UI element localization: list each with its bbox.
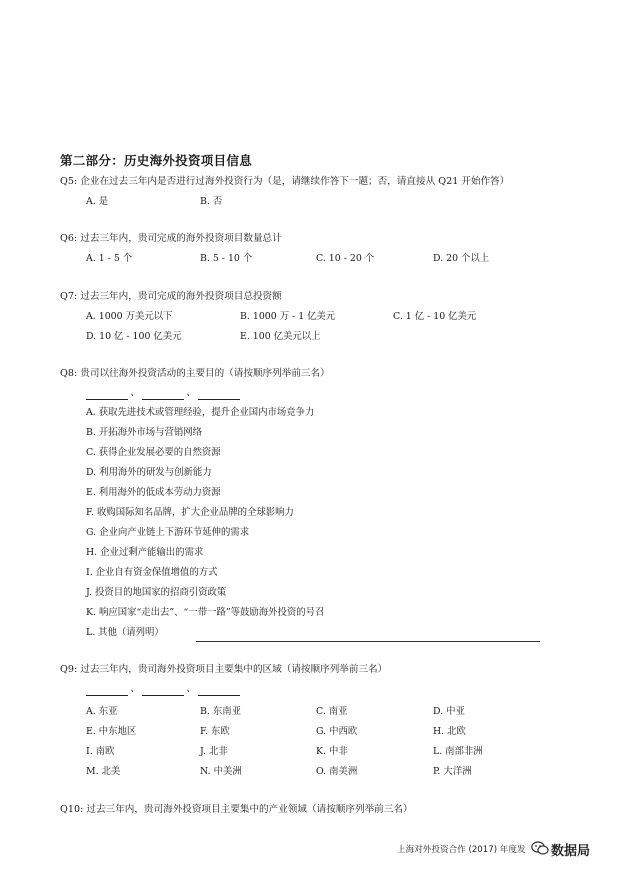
separator: 、 [130,387,140,398]
question-q6: Q6: 过去三年内，贵司完成的海外投资项目数量总计 [60,233,282,244]
q9-option-c: C. 南亚 [316,706,348,717]
separator: 、 [186,683,196,694]
q6-option-c: C. 10 - 20 个 [316,253,375,264]
answer-blank[interactable] [198,389,240,400]
q9-option-h: H. 北欧 [433,726,466,737]
q9-option-g: G. 中西欧 [316,726,358,737]
q7-option-a: A. 1000 万美元以下 [86,311,173,322]
q9-option-a: A. 东亚 [86,706,118,717]
q5-option-b: B. 否 [200,196,223,207]
q9-option-i: I. 南欧 [86,746,115,757]
q8-option-h: H. 企业过剩产能输出的需求 [86,547,204,558]
q8-option-i: I. 企业自有资金保值增值的方式 [86,567,218,578]
q9-option-n: N. 中美洲 [200,766,242,777]
q9-option-k: K. 中非 [316,746,348,757]
separator: 、 [186,387,196,398]
q9-answer-blanks[interactable] [86,682,240,696]
q6-option-a: A. 1 - 5 个 [86,253,133,264]
question-q9: Q9: 过去三年内，贵司海外投资项目主要集中的区域（请按顺序列举前三名） [60,664,388,675]
q7-option-d: D. 10 亿 - 100 亿美元 [86,331,182,342]
question-q8: Q8: 贵司以往海外投资活动的主要目的（请按顺序列举前三名） [60,368,330,379]
q9-option-o: O. 南美洲 [316,766,358,777]
q7-option-b: B. 1000 万 - 1 亿美元 [240,311,336,322]
q8-answer-blanks[interactable] [86,386,240,400]
footer-text: 上海对外投资合作 (2017) 年度发 [397,845,526,855]
other-specify-line[interactable] [196,641,540,642]
answer-blank[interactable] [86,389,128,400]
answer-blank[interactable] [86,685,128,696]
q6-option-d: D. 20 个以上 [433,253,490,264]
answer-blank[interactable] [198,685,240,696]
q8-option-j: J. 投资目的地国家的招商引资政策 [86,587,227,598]
q8-option-l: L. 其他（请列明） [86,627,164,638]
q8-option-g: G. 企业向产业链上下游环节延伸的需求 [86,527,250,538]
watermark-text: 数据局 [551,844,591,859]
q5-option-a: A. 是 [86,196,109,207]
q9-option-m: M. 北美 [86,766,121,777]
section-title: 第二部分：历史海外投资项目信息 [60,153,253,168]
answer-blank[interactable] [142,685,184,696]
q8-option-f: F. 收购国际知名品牌，扩大企业品牌的全球影响力 [86,507,294,518]
q9-option-b: B. 东南亚 [200,706,241,717]
q8-option-d: D. 利用海外的研发与创新能力 [86,467,212,478]
q8-option-a: A. 获取先进技术或管理经验，提升企业国内市场竞争力 [86,407,315,418]
q9-option-f: F. 东欧 [200,726,230,737]
wechat-icon [531,841,549,855]
q8-option-b: B. 开拓海外市场与营销网络 [86,427,202,438]
question-q5: Q5: 企业在过去三年内是否进行过海外投资行为（是，请继续作答下一题；否，请直接从 Q21 开始作答） [60,176,510,187]
q9-option-l: L. 南部非洲 [433,746,483,757]
q9-option-p: P. 大洋洲 [433,766,472,777]
separator: 、 [130,683,140,694]
q8-option-k: K. 响应国家“走出去”、“一带一路”等鼓励海外投资的号召 [86,607,325,618]
q9-option-e: E. 中东地区 [86,726,137,737]
q8-option-e: E. 利用海外的低成本劳动力资源 [86,487,221,498]
q7-option-e: E. 100 亿美元以上 [240,331,321,342]
q9-option-j: J. 北非 [200,746,228,757]
q8-option-c: C. 获得企业发展必要的自然资源 [86,447,221,458]
q9-option-d: D. 中亚 [433,706,465,717]
q6-option-b: B. 5 - 10 个 [200,253,253,264]
answer-blank[interactable] [142,389,184,400]
question-q7: Q7: 过去三年内，贵司完成的海外投资项目总投资额 [60,291,282,302]
q7-option-c: C. 1 亿 - 10 亿美元 [393,311,477,322]
question-q10: Q10: 过去三年内，贵司海外投资项目主要集中的产业领域（请按顺序列举前三名） [60,804,413,815]
